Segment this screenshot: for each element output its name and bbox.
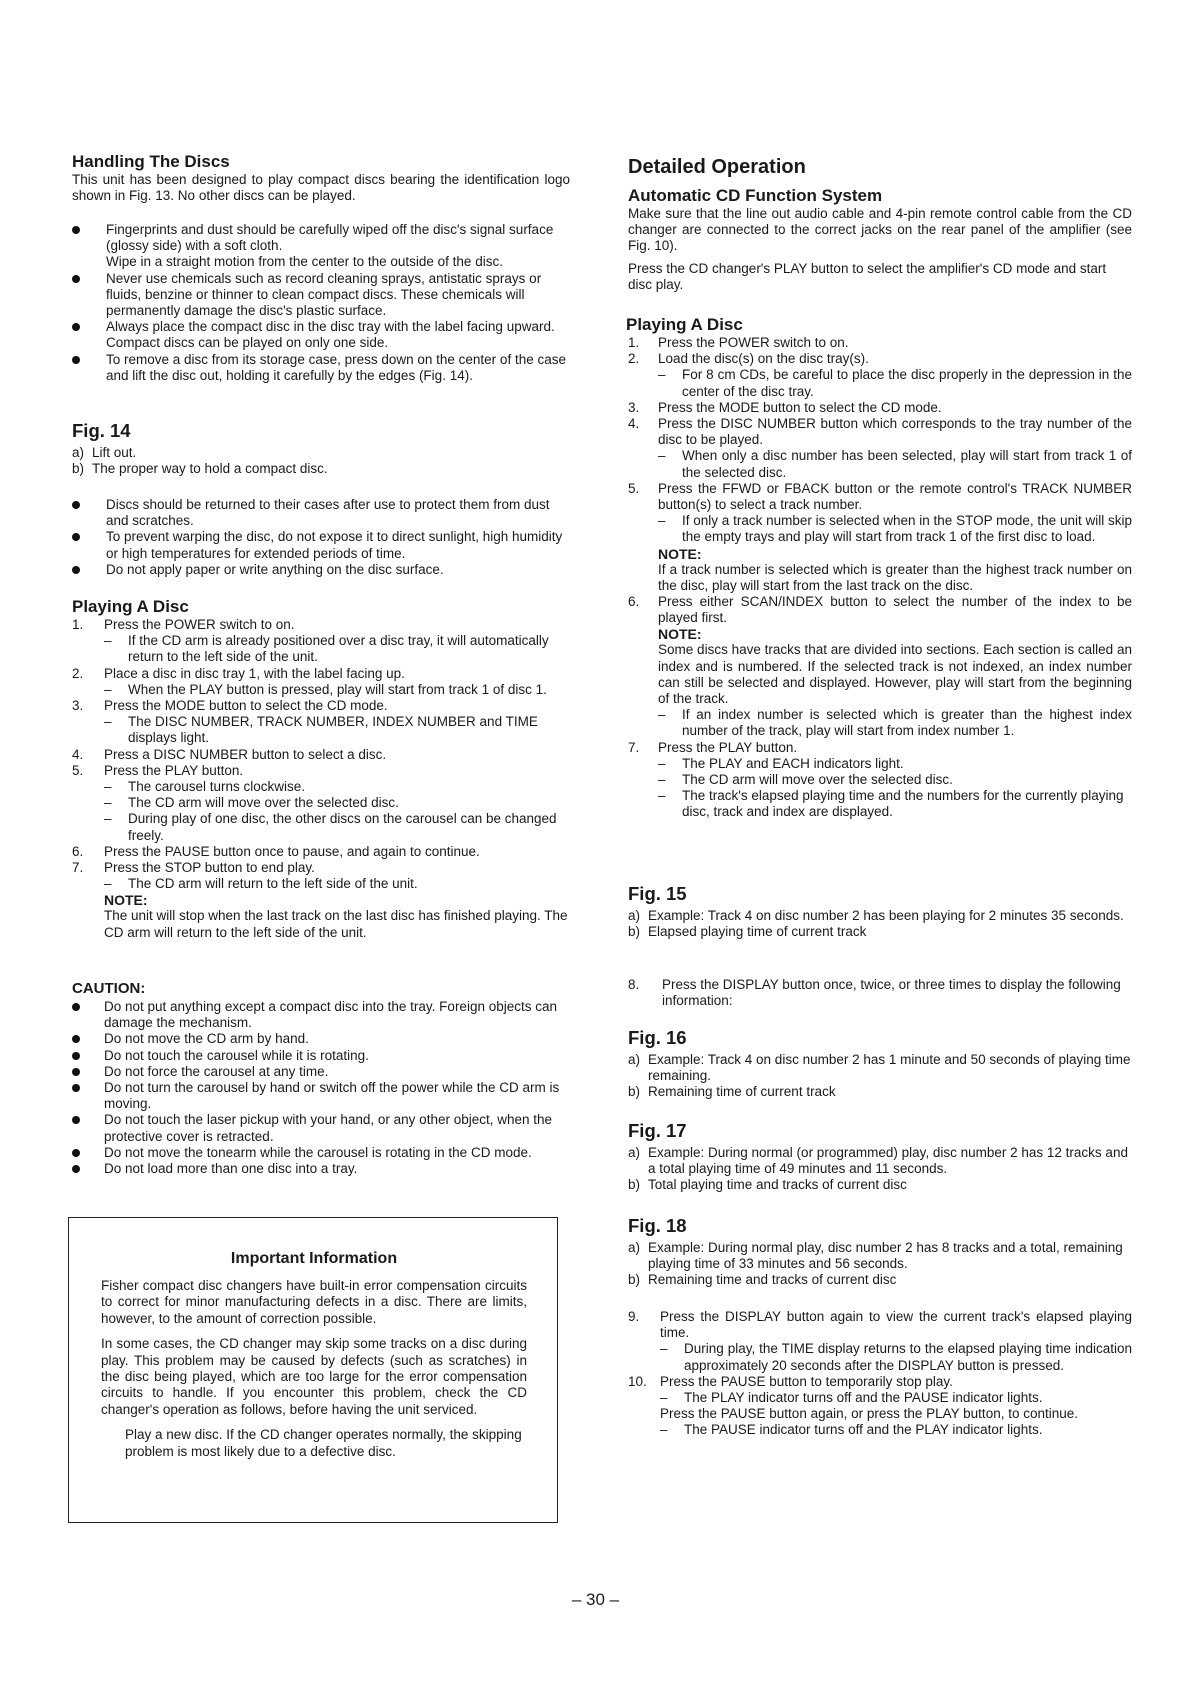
list-item: Never use chemicals such as record cleaning sprays, antistatic sprays or fluids, benzine or thinner to clean compact discs. These chemicals will permanently damage the disc's plastic surface.: [72, 271, 570, 320]
bullet-icon: [72, 1165, 80, 1173]
fig16-section: Fig. 16 a) Example: Track 4 on disc number 2 has 1 minute and 50 seconds of playing time remaining. b) Remaining time of current track: [628, 1027, 1131, 1100]
list-item: 1. Press the POWER switch to on.: [628, 335, 849, 350]
detailed-section: [628, 156, 1132, 299]
list-item: 5. Press the PLAY button. – The carousel turns clockwise. – The CD arm will move over the selected disc. – During play of one disc, the other discs on the carousel can be changed freely.: [72, 762, 557, 843]
detailed-heading: Detailed Operation: [628, 156, 806, 178]
caution-bullets: [72, 999, 570, 1177]
important-info-box: [68, 1217, 558, 1523]
list-item: Always place the compact disc in the disc tray with the label facing upward. Compact discs can be played on only one side.: [72, 319, 570, 351]
caution-heading: CAUTION:: [72, 980, 146, 997]
bullet-icon: [72, 566, 80, 574]
list-item: 7. Press the STOP button to end play. – The CD arm will return to the left side of the unit. NOTE: The unit will stop when the last track on the last disc has finished playing. The CD arm will return to the left side of the unit.: [72, 860, 570, 941]
playing-heading-left: Playing A Disc: [72, 597, 189, 616]
list-item: 2. Place a disc in disc tray 1, with the label facing up. – When the PLAY button is pressed, play will start from track 1 of disc 1.: [72, 665, 547, 697]
note-text: If a track number is selected which is greater than the highest track number on the disc, play will start from the last track on the disc.: [658, 561, 1132, 593]
bullet-icon: [72, 1035, 80, 1043]
important-info-p1: Fisher compact disc changers have built-in error compensation circuits to correct for minor manufacturing defects in a disc. There are limits, however, to the amount of correction possible.: [101, 1278, 527, 1326]
note-text: Some discs have tracks that are divided into sections. Each section is called an index and is numbered. If the selected track is not indexed, an index number can still be selected and displayed. However, play will start from the beginning of the track.: [658, 642, 1132, 707]
bullet-icon: [72, 533, 80, 541]
list-item: 2. Load the disc(s) on the disc tray(s). – For 8 cm CDs, be careful to place the disc properly in the depression in the center of the disc tray.: [628, 351, 1132, 399]
list-item: Do not move the tonearm while the carousel is rotating in the CD mode.: [72, 1145, 570, 1161]
list-item: Discs should be returned to their cases after use to protect them from dust and scratches.: [72, 497, 570, 529]
detailed-p1: Make sure that the line out audio cable and 4-pin remote control cable from the CD changer are connected to the correct jacks on the rear panel of the amplifier (see Fig. 10).: [628, 206, 1132, 254]
list-item: 9. Press the DISPLAY button again to view the current track's elapsed playing time. – During play, the TIME display returns to the elapsed playing time indication approximately 20 seconds after the DISPLAY button is pressed.: [628, 1309, 1132, 1373]
note-text: The unit will stop when the last track on the last disc has finished playing. The CD arm will return to the left side of the unit.: [104, 908, 568, 940]
list-item: 5. Press the FFWD or FBACK button or the remote control's TRACK NUMBER button(s) to select a track number. – If only a track number is selected when in the STOP mode, the unit will skip the empty trays and play will start from track 1 of the first disc to load. NOTE: If a track number is selected which is greater than the highest track number on the disc, play will start from the last track on the disc.: [628, 480, 1132, 593]
list-item: 3. Press the MODE button to select the CD mode.: [628, 399, 942, 415]
step9-10-list: [628, 1309, 1132, 1439]
list-item: 1. Press the POWER switch to on. – If the CD arm is already positioned over a disc tray, it will automatically return to the left side of the unit.: [72, 617, 549, 665]
list-item: Do not force the carousel at any time.: [72, 1064, 570, 1080]
fig17-section: Fig. 17 a) Example: During normal (or programmed) play, disc number 2 has 12 tracks and a total playing time of 49 minutes and 11 seconds. b) Total playing time and tracks of current disc: [628, 1121, 1132, 1194]
handling-bullets: [72, 222, 570, 384]
fig14-bullets: [72, 497, 570, 578]
list-item: 6. Press the PAUSE button once to pause, and again to continue.: [72, 843, 480, 859]
handling-section: [72, 152, 570, 210]
list-item: Do not load more than one disc into a tray.: [72, 1161, 570, 1177]
list-item: Do not move the CD arm by hand.: [72, 1031, 570, 1047]
list-item: 6. Press either SCAN/INDEX button to select the number of the index to be played first. NOTE: Some discs have tracks that are divided into sections. Each section is called an index and is numbered. If the selected track is not indexed, an index number can still be selected and displayed. However, play will start from the beginning of the track. – If an index number is selected which is greater than the highest index number of the track, play will start from index number 1.: [628, 594, 1132, 739]
fig15-section: Fig. 15 a) Example: Track 4 on disc number 2 has been playing for 2 minutes 35 seconds. b) Elapsed playing time of current track: [628, 884, 1132, 940]
list-item: Do not turn the carousel by hand or switch off the power while the CD arm is moving.: [72, 1080, 570, 1112]
step8-list: [628, 977, 1132, 1009]
list-item: To prevent warping the disc, do not expose it to direct sunlight, high humidity or high temperatures for extended periods of time.: [72, 529, 570, 561]
list-item: Do not touch the laser pickup with your hand, or any other object, when the protective cover is retracted.: [72, 1112, 570, 1144]
bullet-icon: [72, 226, 80, 234]
list-item: 4. Press a DISC NUMBER button to select a disc.: [72, 746, 387, 762]
bullet-icon: [72, 1149, 80, 1157]
fig18-title: Fig. 18: [628, 1215, 687, 1236]
note-label: NOTE:: [658, 545, 702, 562]
important-info-title: Important Information: [230, 1250, 398, 1267]
note-label: NOTE:: [658, 626, 702, 643]
fig14-item-b: b) The proper way to hold a compact disc.: [72, 461, 328, 477]
automatic-heading: Automatic CD Function System: [628, 186, 883, 205]
bullet-icon: [72, 1116, 80, 1124]
bullet-icon: [72, 356, 80, 364]
list-item: 10. Press the PAUSE button to temporarily stop play. – The PLAY indicator turns off and the PAUSE indicator lights. Press the PAUSE button again, or press the PLAY button, to continue. – The PAUSE indicator turns off and the PLAY indicator lights.: [628, 1373, 1079, 1438]
list-item: 4. Press the DISC NUMBER button which corresponds to the tray number of the disc to be played. – When only a disc number has been selected, play will start from track 1 of the selected disc.: [628, 416, 1132, 480]
important-info-p3: Play a new disc. If the CD changer operates normally, the skipping problem is most likely due to a defective disc.: [125, 1427, 522, 1459]
playing-steps-right: [628, 335, 1132, 821]
bullet-icon: [72, 1003, 80, 1011]
bullet-icon: [72, 501, 80, 509]
playing-heading-right: Playing A Disc: [626, 315, 743, 334]
list-item: Do not put anything except a compact disc into the tray. Foreign objects can damage the mechanism.: [72, 999, 570, 1031]
playing-steps-left: [72, 617, 570, 941]
bullet-icon: [72, 1068, 80, 1076]
bullet-icon: [72, 323, 80, 331]
playing-section-right: [628, 315, 1132, 821]
list-item: 8. Press the DISPLAY button once, twice, or three times to display the following information:: [628, 977, 1121, 1009]
note-label: NOTE:: [104, 892, 148, 909]
detailed-p2: Press the CD changer's PLAY button to select the amplifier's CD mode and start disc play.: [628, 260, 1107, 292]
list-item: To remove a disc from its storage case, press down on the center of the case and lift the disc out, holding it carefully by the edges (Fig. 14).: [72, 352, 570, 384]
fig18-section: Fig. 18 a) Example: During normal play, disc number 2 has 8 tracks and a total, remaining playing time of 33 minutes and 56 seconds. b) Remaining time and tracks of current disc: [628, 1216, 1132, 1289]
list-item: 3. Press the MODE button to select the CD mode. – The DISC NUMBER, TRACK NUMBER, INDEX NUMBER and TIME displays light.: [72, 698, 538, 746]
caution-section: [72, 980, 570, 1177]
list-item: Do not touch the carousel while it is rotating.: [72, 1048, 570, 1064]
fig14-item-a: a) Lift out.: [72, 445, 137, 460]
bullet-icon: [72, 1052, 80, 1060]
fig17-title: Fig. 17: [628, 1120, 687, 1141]
important-info-p2: In some cases, the CD changer may skip some tracks on a disc during play. This problem may be caused by defects (such as scratches) in the disc being played, which are too large for the error compensation circuits to handle. If you encounter this problem, check the CD changer's operation as follows, before having the unit serviced.: [101, 1336, 527, 1417]
fig16-title: Fig. 16: [628, 1027, 687, 1048]
list-item: Fingerprints and dust should be carefully wiped off the disc's signal surface (glossy side) with a soft cloth. Wipe in a straight motion from the center to the outside of the disc.: [72, 222, 570, 271]
bullet-icon: [72, 275, 80, 283]
list-item: Do not apply paper or write anything on the disc surface.: [72, 562, 570, 578]
fig14-title: Fig. 14: [72, 420, 131, 441]
bullet-icon: [72, 1084, 80, 1092]
handling-intro: This unit has been designed to play compact discs bearing the identification logo shown in Fig. 13. No other discs can be played.: [72, 172, 570, 204]
fig15-title: Fig. 15: [628, 883, 687, 904]
fig14-section: [72, 421, 570, 477]
page-number: – 30 –: [571, 1590, 620, 1609]
playing-section-left: [72, 597, 570, 941]
handling-heading: Handling The Discs: [72, 152, 230, 171]
list-item: 7. Press the PLAY button. – The PLAY and EACH indicators light. – The CD arm will move over the selected disc. – The track's elapsed playing time and the numbers for the currently playing disc, track and index are displayed.: [628, 739, 1124, 820]
